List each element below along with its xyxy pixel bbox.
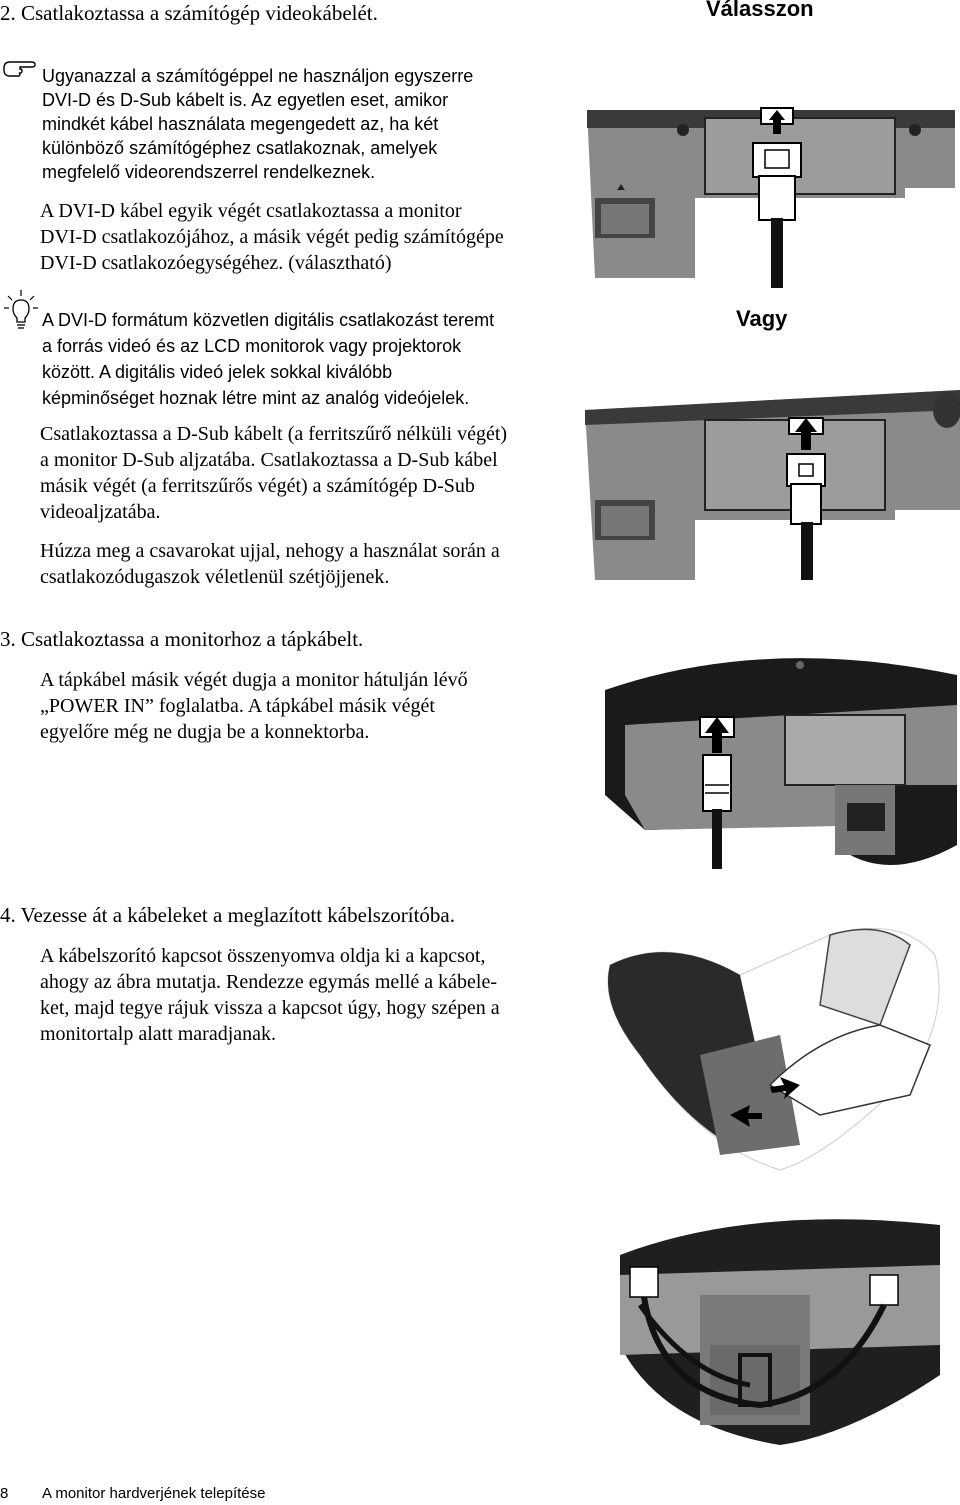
- dvi-instructions: A DVI-D kábel egyik végét csatlakoztassa a monitor DVI-D csatlakozójához, a másik végét pedig számítógépe DVI-D csatlakozóegységéhez. (választható): [40, 200, 504, 274]
- cable-clip-illustration: [580, 915, 950, 1175]
- step3-text: A tápkábel másik végét dugja a monitor hátulján lévő „POWER IN” foglalatba. A tápkábel másik végét egyelőre még ne dugja be a konnektorba.: [40, 669, 468, 743]
- step3-title: 3. Csatlakoztassa a monitorhoz a tápkábelt.: [0, 627, 364, 651]
- page-number: 8: [0, 1485, 9, 1502]
- screw-instructions: Húzza meg a csavarokat ujjal, nehogy a használat során a csatlakozódugaszok véletlenül szétjöjjenek.: [40, 540, 500, 588]
- lightbulb-icon: [4, 290, 38, 330]
- step2-note: Ugyanazzal a számítógéppel ne használjon egyszerre DVI-D és D-Sub kábelt is. Az egyetlen eset, amikor mindkét kábel használata megengedett az, ha két különböző számítógéphez csatlakoznak, amelyek megfelelő videorendszerrel rendelkeznek.: [42, 66, 474, 182]
- dvi-connection-illustration: [575, 88, 960, 288]
- or-label: Vagy: [736, 306, 788, 331]
- step4-text: A kábelszorító kapcsot összenyomva oldja ki a kapcsot, ahogy az ábra mutatja. Rendezze egymás mellé a kábele- ket, majd tegye rájuk vissza a kapcsot úgy, hogy szépen a monitortalp alatt maradjanak.: [40, 945, 500, 1045]
- cables-routed-illustration: [600, 1195, 955, 1450]
- step2-title: 2. Csatlakoztassa a számítógép videokábelét.: [0, 1, 378, 25]
- choose-label: Válasszon: [706, 0, 814, 21]
- tip-text: A DVI-D formátum közvetlen digitális csatlakozást teremt a forrás videó és az LCD monitorok vagy projektorok között. A digitális videó jelek sokkal kiválóbb képminőséget hoznak létre mint az analóg videójelek.: [42, 310, 495, 408]
- step4-title: 4. Vezesse át a kábeleket a meglazított kábelszorítóba.: [0, 903, 456, 927]
- footer-section: A monitor hardverjének telepítése: [42, 1485, 266, 1502]
- dsub-connection-illustration: [575, 380, 960, 580]
- pointing-hand-icon: [2, 58, 36, 80]
- power-connection-illustration: [585, 645, 960, 885]
- dsub-instructions: Csatlakoztassa a D-Sub kábelt (a ferritszűrő nélküli végét) a monitor D-Sub aljzatába. Csatlakoztassa a D-Sub kábel másik végét (a ferritszűrős végét) a számítógép D-Sub videoaljzatába.: [40, 423, 508, 523]
